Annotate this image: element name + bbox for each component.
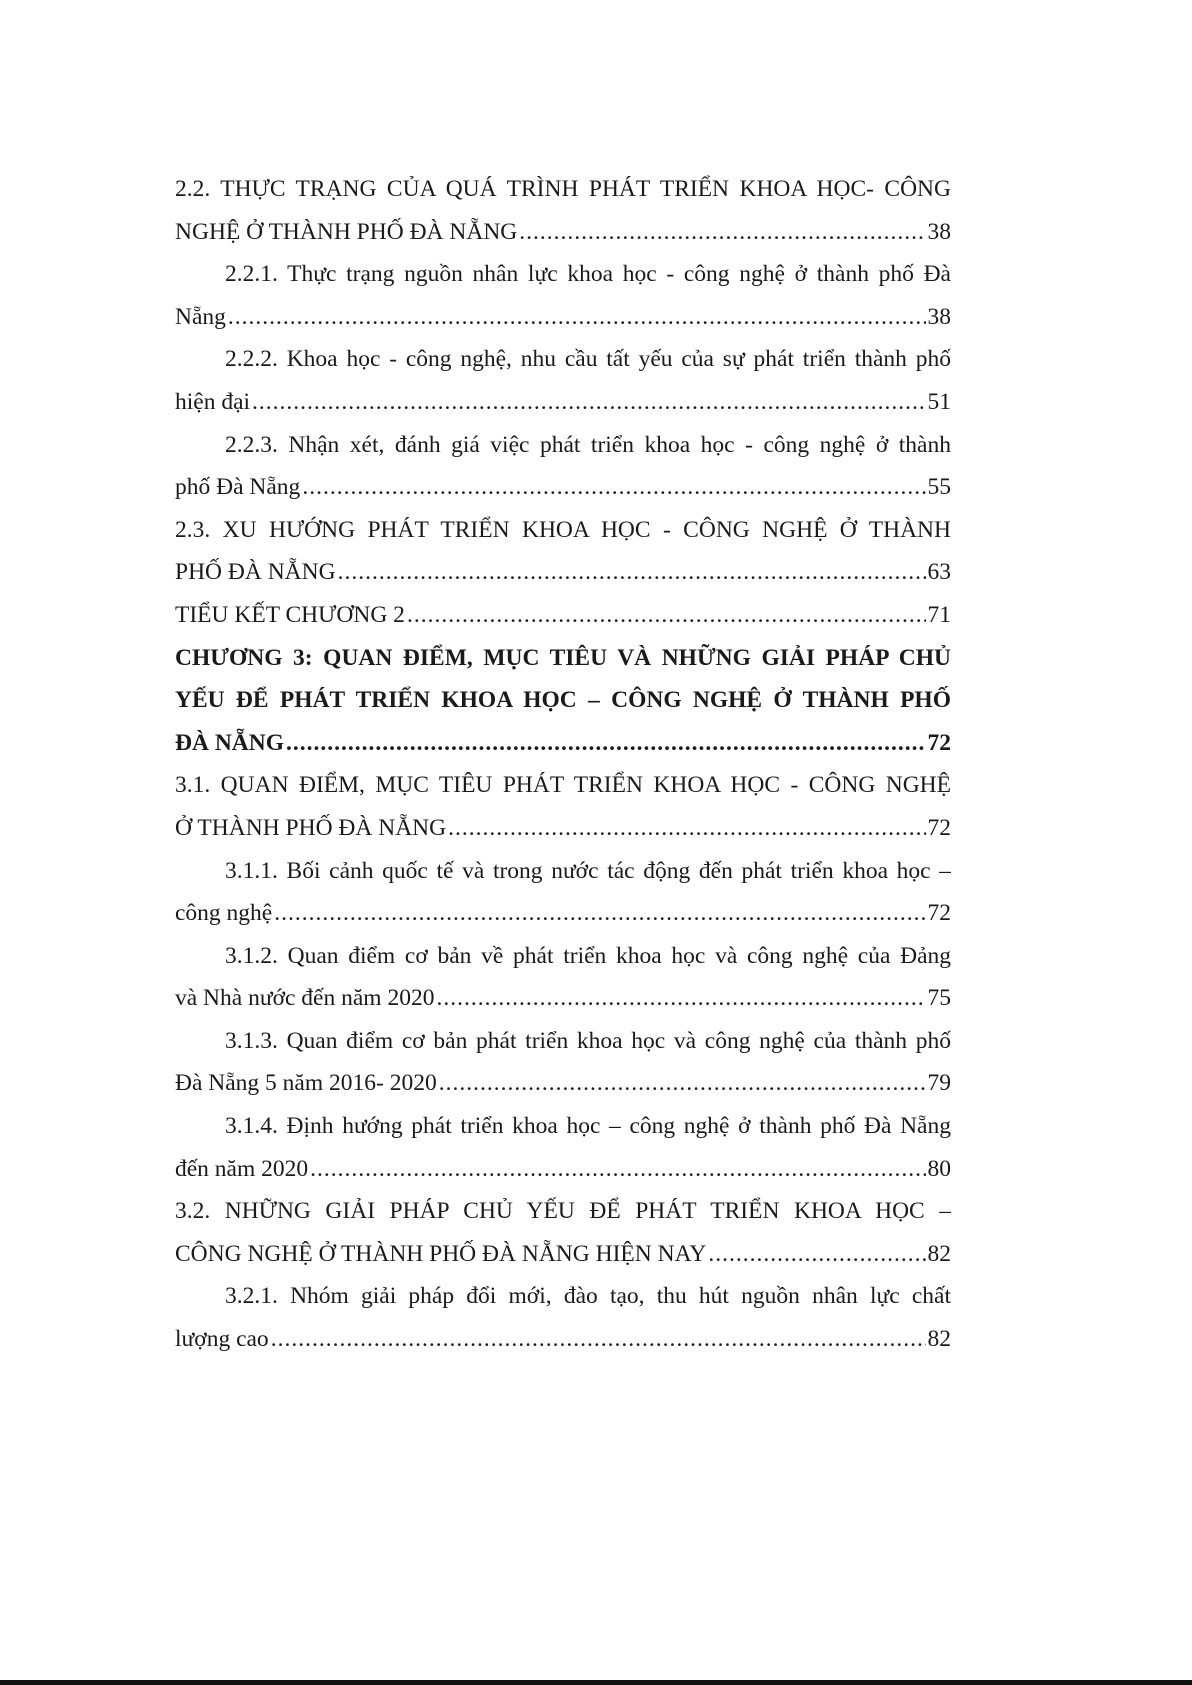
- toc-entry-text: 3.1.1. Bối cảnh quốc tế và trong nước tác động đến phát triển khoa học –: [225, 857, 951, 884]
- toc-entry-text: đến năm 2020: [175, 1155, 309, 1182]
- page-number: 80: [927, 1155, 951, 1182]
- toc-entry-text: 2.2. THỰC TRẠNG CỦA QUÁ TRÌNH PHÁT TRIỂN KHOA HỌC- CÔNG: [175, 176, 951, 202]
- dot-leader: [310, 1148, 925, 1191]
- toc-entry-last-line: [175, 1062, 951, 1105]
- toc-entry-chapter-2-summary[interactable]: [175, 594, 951, 637]
- toc-entry-text: và Nhà nước đến năm 2020: [175, 985, 435, 1012]
- toc-entry-last-line: [175, 1318, 951, 1361]
- page-number: 75: [927, 985, 951, 1012]
- toc-entry-last-line: [175, 807, 951, 850]
- toc-entry-text: Đà Nẵng 5 năm 2016- 2020: [175, 1070, 437, 1097]
- toc-entry-text: 2.2.3. Nhận xét, đánh giá việc phát triển khoa học - công nghệ ở thành: [225, 431, 951, 458]
- toc-entry-text: 2.2.1. Thực trạng nguồn nhân lực khoa học - công nghệ ở thành phố Đà: [225, 261, 951, 288]
- toc-entry-text: TIỂU KẾT CHƯƠNG 2: [175, 601, 405, 628]
- toc-entry-3-2-1[interactable]: [175, 1275, 951, 1360]
- dot-leader: [436, 977, 925, 1020]
- dot-leader: [271, 1318, 926, 1361]
- table-of-contents: [175, 168, 951, 1361]
- page-number: 38: [927, 303, 951, 330]
- toc-entry-2-2-1[interactable]: [175, 253, 951, 338]
- toc-entry-text: lượng cao: [175, 1326, 269, 1353]
- dot-leader: [302, 466, 925, 509]
- toc-entry-text: Nẵng: [175, 303, 226, 330]
- page-bottom-border: [0, 1680, 1192, 1685]
- toc-entry-text: hiện đại: [175, 388, 251, 415]
- toc-entry-last-line: [175, 211, 951, 254]
- toc-entry-last-line: [175, 1233, 951, 1276]
- dot-leader: [286, 722, 925, 765]
- toc-entry-text: 3.1.3. Quan điểm cơ bản phát triển khoa học và công nghệ của thành phố: [225, 1027, 951, 1054]
- toc-entry-text: phố Đà Nẵng: [175, 474, 301, 501]
- toc-entry-3-1[interactable]: [175, 764, 951, 849]
- toc-entry-3-2[interactable]: [175, 1190, 951, 1275]
- toc-entry-last-line: [175, 296, 951, 339]
- toc-entry-chapter-3[interactable]: [175, 637, 951, 765]
- toc-entry-text: 3.1.2. Quan điểm cơ bản về phát triển khoa học và công nghệ của Đảng: [225, 942, 951, 969]
- toc-entry-3-1-2[interactable]: [175, 935, 951, 1020]
- page-number: 79: [927, 1070, 951, 1097]
- toc-entry-text: ĐÀ NẴNG: [175, 729, 285, 756]
- toc-entry-last-line: [175, 551, 951, 594]
- page-number: 38: [927, 218, 951, 245]
- toc-entry-text: 3.1.4. Định hướng phát triển khoa học – công nghệ ở thành phố Đà Nẵng: [225, 1113, 951, 1140]
- page-number: 72: [927, 729, 951, 756]
- toc-entry-2-2-2[interactable]: [175, 338, 951, 423]
- toc-entry-last-line: [175, 892, 951, 935]
- page-number: 72: [927, 814, 951, 841]
- toc-entry-last-line: [175, 977, 951, 1020]
- toc-entry-text: CÔNG NGHỆ Ở THÀNH PHỐ ĐÀ NẴNG HIỆN NAY: [175, 1240, 707, 1267]
- dot-leader: [274, 892, 925, 935]
- dot-leader: [407, 594, 926, 637]
- toc-entry-last-line: [175, 381, 951, 424]
- page-number: 82: [927, 1240, 951, 1267]
- toc-entry-text: CHƯƠNG 3: QUAN ĐIỂM, MỤC TIÊU VÀ NHỮNG GIẢI PHÁP CHỦ: [175, 644, 951, 671]
- toc-entry-text: 3.2. NHỮNG GIẢI PHÁP CHỦ YẾU ĐỂ PHÁT TRIỂN KHOA HỌC –: [175, 1198, 951, 1225]
- toc-entry-3-1-4[interactable]: [175, 1105, 951, 1190]
- page-number: 71: [927, 601, 951, 628]
- page-number: 63: [927, 559, 951, 586]
- toc-entry-last-line: [175, 722, 951, 765]
- toc-entry-2-2[interactable]: [175, 168, 951, 253]
- toc-entry-text: NGHỆ Ở THÀNH PHỐ ĐÀ NẴNG: [175, 218, 518, 245]
- toc-entry-2-3[interactable]: [175, 509, 951, 594]
- toc-entry-last-line: [175, 466, 951, 509]
- toc-entry-text: Ở THÀNH PHỐ ĐÀ NẴNG: [175, 814, 447, 841]
- toc-entry-text: 3.2.1. Nhóm giải pháp đổi mới, đào tạo, thu hút nguồn nhân lực chất: [225, 1283, 951, 1310]
- dot-leader: [252, 381, 925, 424]
- toc-entry-text: 2.2.2. Khoa học - công nghệ, nhu cầu tất yếu của sự phát triển thành phố: [225, 346, 951, 373]
- toc-entry-3-1-1[interactable]: [175, 850, 951, 935]
- page-number: 51: [927, 388, 951, 415]
- toc-entry-2-2-3[interactable]: [175, 424, 951, 509]
- dot-leader: [228, 296, 926, 339]
- page-number: 82: [927, 1326, 951, 1353]
- toc-entry-text: PHỐ ĐÀ NẴNG: [175, 559, 336, 586]
- page-number: 72: [927, 900, 951, 927]
- dot-leader: [439, 1062, 926, 1105]
- toc-entry-3-1-3[interactable]: [175, 1020, 951, 1105]
- toc-entry-last-line: [175, 1148, 951, 1191]
- page-number: 55: [927, 474, 951, 501]
- toc-entry-text: 2.3. XU HƯỚNG PHÁT TRIỂN KHOA HỌC - CÔNG NGHỆ Ở THÀNH: [175, 516, 951, 543]
- dot-leader: [708, 1233, 925, 1276]
- toc-entry-last-line: [175, 594, 951, 637]
- dot-leader: [338, 551, 926, 594]
- toc-entry-text: 3.1. QUAN ĐIỂM, MỤC TIÊU PHÁT TRIỂN KHOA HỌC - CÔNG NGHỆ: [175, 772, 951, 799]
- toc-entry-text: công nghệ: [175, 900, 273, 927]
- toc-entry-text: YẾU ĐỂ PHÁT TRIỂN KHOA HỌC – CÔNG NGHỆ Ở THÀNH PHỐ: [175, 687, 951, 714]
- dot-leader: [519, 211, 925, 254]
- dot-leader: [448, 807, 925, 850]
